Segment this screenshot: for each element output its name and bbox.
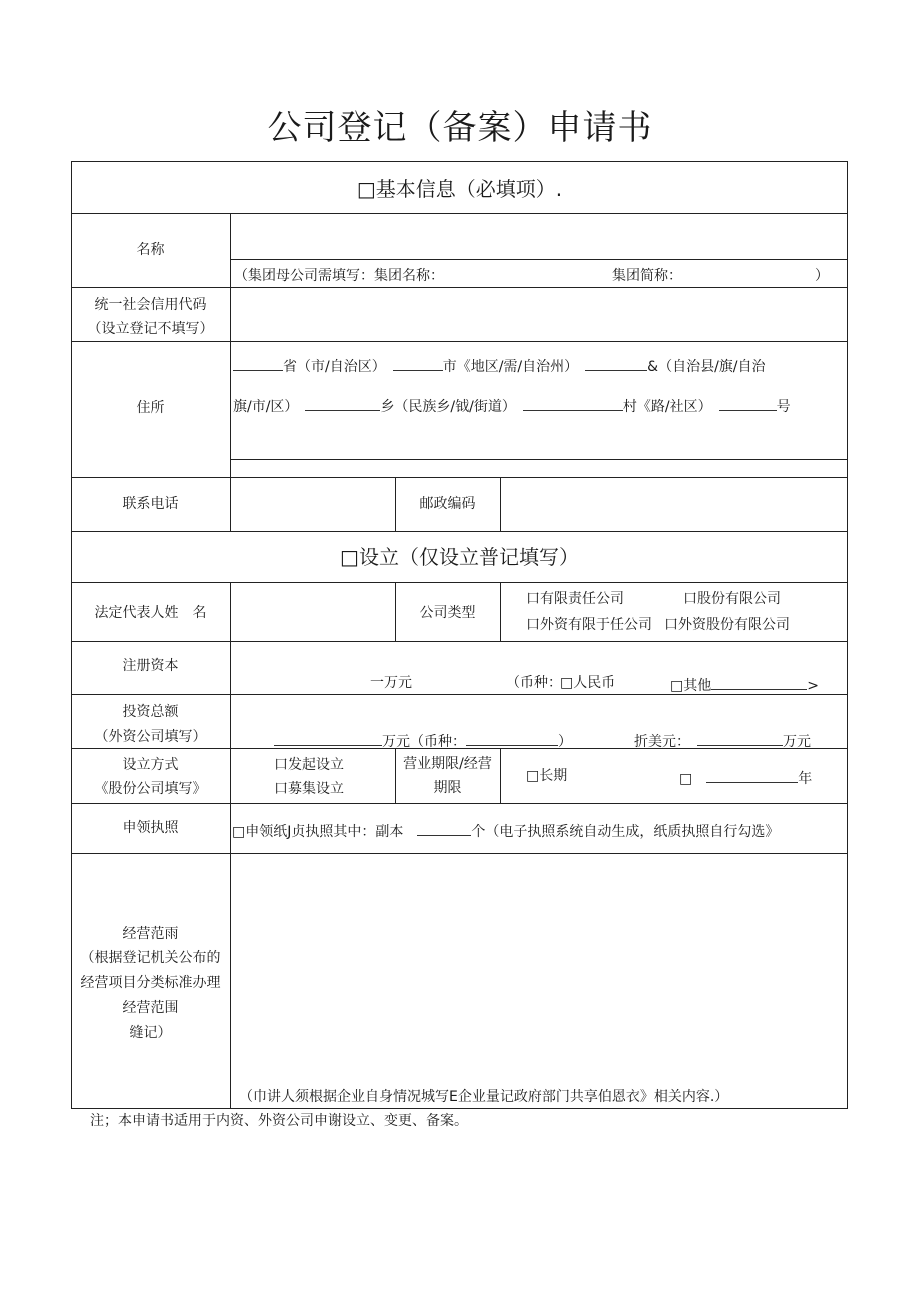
label-phone: 联系电话	[122, 496, 179, 512]
divider	[71, 531, 848, 532]
section-establish: □设立（仅设立普记填写）	[340, 545, 579, 569]
label-setup-method: 设立方式	[122, 757, 179, 773]
other-currency-label: □其他	[670, 678, 712, 694]
address-number: 号	[776, 399, 791, 415]
address-village: 村《路/社区）	[622, 399, 705, 415]
usd-row	[634, 731, 811, 751]
label-scope-note-3: 经营范围	[122, 1000, 179, 1016]
legal-rep-input[interactable]	[232, 584, 393, 639]
town-blank[interactable]	[305, 396, 380, 411]
number-blank[interactable]	[719, 396, 777, 411]
label-setup-method-note: 《股份公司填写》	[94, 781, 207, 797]
page-title: 公司登记（备案）申请书	[267, 108, 653, 148]
investment-row	[274, 731, 572, 751]
label-credit-code-note: （设立登记不填写）	[87, 321, 214, 337]
province-blank[interactable]	[233, 356, 283, 371]
investment-amount-blank[interactable]	[274, 731, 382, 746]
divider	[71, 287, 848, 288]
investment-close: ）	[558, 734, 572, 750]
label-business-term: 营业期限/经营	[403, 756, 492, 772]
label-scope-note-2: 经营项目分类标准办理	[80, 975, 221, 991]
divider	[230, 582, 231, 1109]
license-row	[232, 821, 779, 841]
usd-label: 折美元：	[634, 734, 683, 750]
checkbox-joint-stock[interactable]: 口股份有限公司	[683, 591, 781, 607]
divider	[71, 803, 848, 804]
divider	[71, 477, 848, 478]
divider	[71, 213, 848, 214]
label-address: 住所	[136, 400, 165, 416]
checkbox-llc[interactable]: 口有限责任公司	[526, 591, 624, 607]
divider	[230, 459, 848, 460]
address-line-2	[233, 396, 791, 416]
usd-amount-blank[interactable]	[697, 731, 783, 746]
label-scope-note-1: （根据登记机关公布的	[80, 950, 221, 966]
capital-end: >	[807, 678, 819, 694]
investment-unit: 万元（币种：	[382, 734, 466, 750]
city-blank[interactable]	[393, 356, 443, 371]
footer-note: 注；本申请书适用于内资、外资公司申谢设立、变更、备案。	[90, 1113, 468, 1129]
label-total-investment-note: （外资公司填写）	[94, 729, 207, 745]
checkbox-other-currency[interactable]	[670, 675, 819, 695]
term-year-unit: 年	[798, 771, 813, 787]
group-suffix: ）	[815, 268, 829, 284]
label-business-term-2: 期限	[433, 780, 462, 796]
divider	[71, 341, 848, 342]
divider	[500, 582, 501, 641]
checkbox-promotion[interactable]: 口发起设立	[274, 757, 344, 773]
checkbox-paper-license[interactable]: □申领纸J贞执照其中：副本	[232, 824, 404, 840]
copies-blank[interactable]	[417, 821, 471, 836]
term-years-row	[679, 768, 812, 788]
label-total-investment: 投资总额	[122, 704, 179, 720]
other-currency-blank[interactable]	[711, 675, 807, 690]
divider	[71, 641, 848, 642]
divider	[500, 477, 501, 531]
divider	[500, 748, 501, 803]
divider	[71, 853, 848, 854]
divider	[71, 582, 848, 583]
checkbox-offering[interactable]: 口募集设立	[274, 781, 344, 797]
label-company-type: 公司类型	[419, 605, 476, 621]
label-scope-note-4: 缝记）	[129, 1025, 172, 1041]
group-name-prefix: （集团母公司需填写：集团名称：	[234, 268, 444, 284]
divider	[230, 213, 231, 531]
investment-currency-blank[interactable]	[466, 731, 558, 746]
scope-note: （巾讲人须根据企业自身情况城写E企业量记政府部门共享伯恩衣》相关内容.）	[239, 1089, 729, 1105]
checkbox-rmb[interactable]: □人民币	[560, 675, 616, 691]
divider	[230, 259, 848, 260]
address-city: 市《地区/需/自治州）	[442, 359, 572, 375]
label-reg-capital: 注册资本	[122, 658, 179, 674]
license-note: 个（电子执照系统自动生成，纸质执照自行勾选》	[471, 824, 780, 840]
village-blank[interactable]	[523, 396, 623, 411]
business-scope-input[interactable]	[232, 855, 846, 1085]
capital-unit: 一万元	[370, 675, 412, 691]
checkbox-long-term[interactable]: □长期	[526, 768, 568, 784]
label-name: 名称	[136, 242, 165, 258]
label-postcode: 邮政编码	[419, 496, 476, 512]
checkbox-term-years[interactable]: □	[679, 771, 693, 787]
address-county: &（自治县/旗/自治	[647, 359, 766, 375]
usd-unit: 万元	[783, 734, 811, 750]
postcode-input[interactable]	[502, 479, 846, 529]
label-scope: 经营范雨	[122, 926, 179, 942]
capital-currency-label: （币种：	[506, 675, 562, 691]
label-legal-rep: 法定代表人姓 名	[94, 605, 207, 621]
address-line-1	[233, 356, 766, 376]
address-town: 乡（民族乡/钺/街道）	[380, 399, 509, 415]
address-county-2: 旗/市/区）	[233, 399, 292, 415]
term-years-blank[interactable]	[706, 768, 798, 783]
section-basic-info: □基本信息（必填项）.	[356, 177, 563, 201]
group-short-name: 集团简称：	[612, 268, 682, 284]
county-blank[interactable]	[585, 356, 647, 371]
label-credit-code: 统一社会信用代码	[94, 297, 207, 313]
checkbox-foreign-llc[interactable]: 口外资有限于任公司	[526, 617, 652, 633]
name-input[interactable]	[232, 215, 846, 257]
address-province: 省（市/自治区）	[283, 359, 379, 375]
credit-code-input[interactable]	[232, 289, 846, 339]
label-license: 申领执照	[122, 820, 179, 836]
checkbox-foreign-js[interactable]: 口外资股份有限公司	[664, 617, 790, 633]
phone-input[interactable]	[232, 479, 393, 529]
